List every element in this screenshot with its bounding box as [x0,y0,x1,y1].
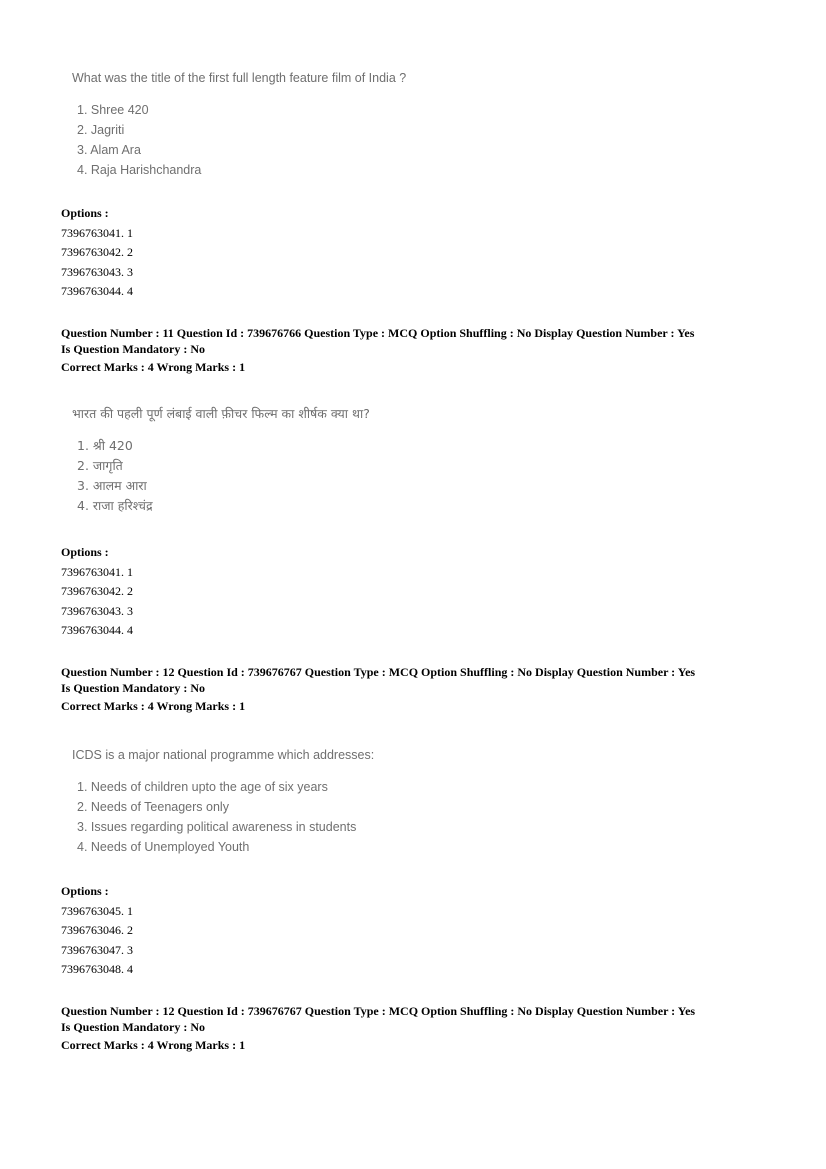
option-item: 7396763042. 2 [61,584,133,598]
option-item: 7396763048. 4 [61,962,133,976]
question-info-line: Question Number : 12 Question Id : 739676767 Question Type : MCQ Option Shuffling : No Display Question Number : Yes [61,665,696,679]
options-list [61,204,133,302]
question-metadata [61,1004,781,1054]
options-list [61,543,133,641]
option-item: 7396763044. 4 [61,284,133,298]
option-item: 7396763043. 3 [61,603,133,618]
question-info-line: Question Number : 11 Question Id : 739676766 Question Type : MCQ Option Shuffling : No Display Question Number : Yes [61,326,695,340]
choice-item: 4. Needs of Unemployed Youth [77,840,250,854]
question-image-film-english [72,68,406,180]
choice-item: 3. Issues regarding political awareness in students [77,820,357,834]
question-info-line: Question Number : 12 Question Id : 739676767 Question Type : MCQ Option Shuffling : No Display Question Number : Yes [61,1004,696,1018]
option-item: 7396763045. 1 [61,903,133,918]
option-item: 7396763046. 2 [61,923,133,937]
choice-item: 3. आलम आरा [77,478,147,493]
question-text: What was the title of the first full length feature film of India ? [72,71,407,85]
options-list [61,882,133,980]
choice-item: 2. Jagriti [77,123,125,137]
question-image-icds [72,745,374,857]
mandatory-line: Is Question Mandatory : No [61,341,206,356]
choice-list [72,777,374,857]
option-item: 7396763041. 1 [61,564,133,579]
option-item: 7396763047. 3 [61,942,133,957]
question-text: भारत की पहली पूर्ण लंबाई वाली फ़ीचर फिल्म का शीर्षक क्या था? [72,406,370,421]
question-metadata [61,326,781,376]
question-text: ICDS is a major national programme which addresses: [72,748,375,762]
option-item: 7396763044. 4 [61,623,133,637]
question-metadata [61,665,781,715]
question-image-film-hindi [72,404,370,516]
options-label: Options : [61,884,109,898]
mandatory-line: Is Question Mandatory : No [61,680,206,695]
options-label: Options : [61,545,109,559]
marks-line: Correct Marks : 4 Wrong Marks : 1 [61,360,246,374]
choice-item: 1. श्री 420 [77,438,133,453]
mandatory-line: Is Question Mandatory : No [61,1019,206,1034]
choice-item: 4. Raja Harishchandra [77,163,202,177]
choice-item: 1. Shree 420 [77,103,149,117]
choice-item: 2. Needs of Teenagers only [77,800,229,814]
option-item: 7396763043. 3 [61,264,133,279]
choice-item: 1. Needs of children upto the age of six years [77,780,328,794]
choice-item: 3. Alam Ara [77,143,141,157]
option-item: 7396763041. 1 [61,225,133,240]
choice-list [72,100,406,180]
choice-item: 2. जागृति [77,458,123,473]
choice-list [72,436,370,516]
marks-line: Correct Marks : 4 Wrong Marks : 1 [61,699,246,713]
option-item: 7396763042. 2 [61,245,133,259]
options-label: Options : [61,206,109,220]
choice-item: 4. राजा हरिश्चंद्र [77,498,153,513]
marks-line: Correct Marks : 4 Wrong Marks : 1 [61,1038,246,1052]
